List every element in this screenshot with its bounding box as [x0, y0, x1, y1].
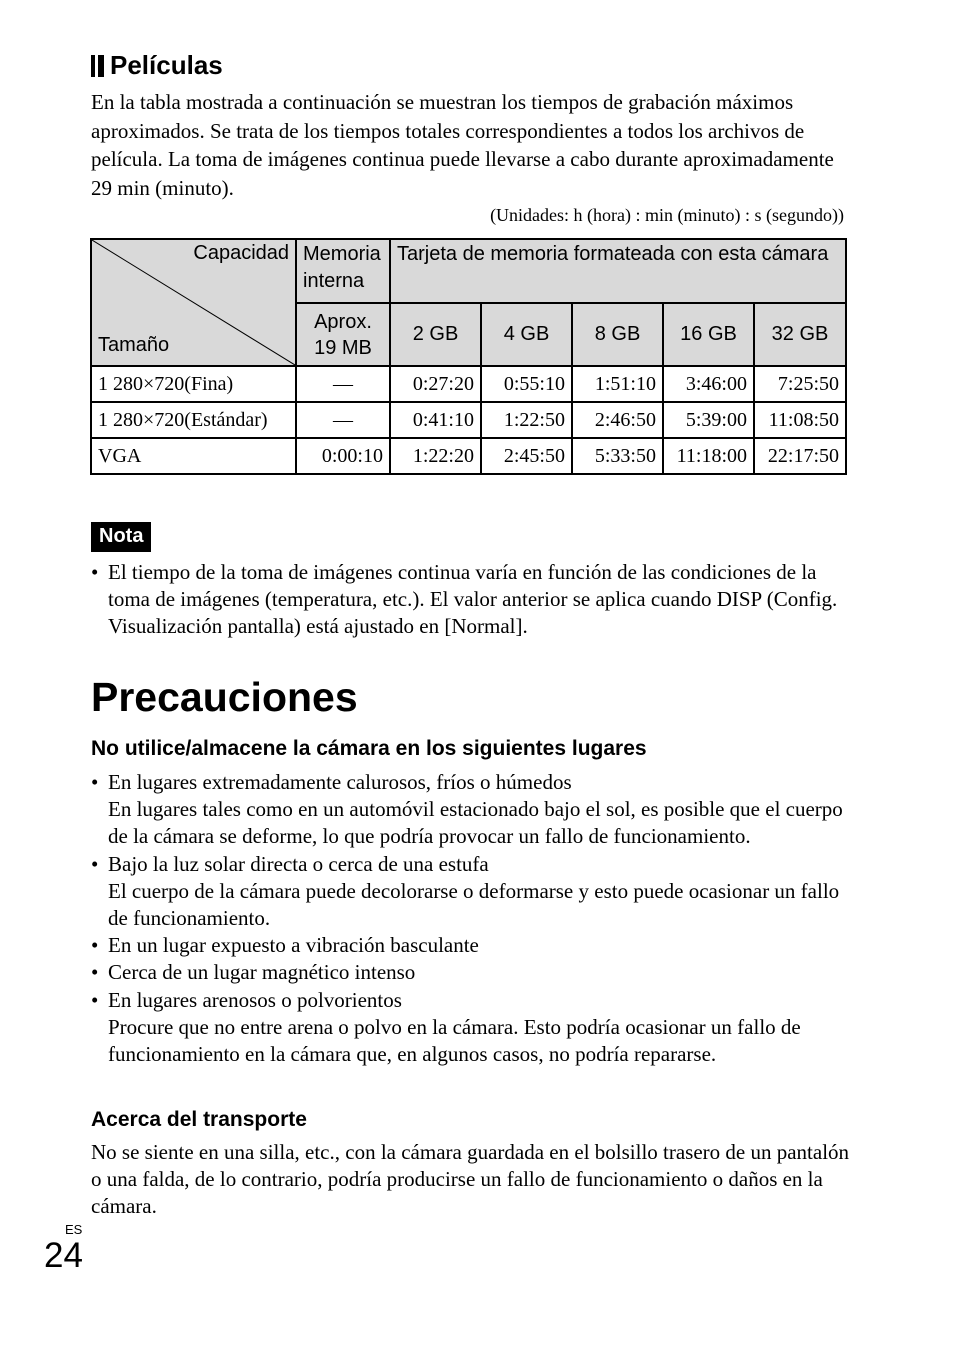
capacity-header: 4 GB — [481, 303, 572, 366]
size-label: Tamaño — [98, 334, 170, 356]
capacity-header: 32 GB — [754, 303, 846, 366]
list-item-detail: El cuerpo de la cámara puede decolorarse o deformarse y esto puede ocasionar un fallo de funcionamiento. — [108, 878, 840, 931]
table-cell: 1:51:10 — [572, 366, 663, 402]
capacity-header: 2 GB — [390, 303, 481, 366]
table-cell: 0:27:20 — [390, 366, 481, 402]
corner-header-cell — [91, 239, 296, 366]
table-cell: 0:00:10 — [296, 438, 390, 474]
row-size: VGA — [91, 438, 296, 474]
list-item — [91, 851, 851, 933]
list-item-detail: Procure que no entre arena o polvo en la cámara. Esto podría ocasionar un fallo de funcionamiento en la cámara que, en algunos casos, no podría repararse. — [108, 1014, 801, 1067]
table-cell: 7:25:50 — [754, 366, 846, 402]
internal-memory-header: Memoria interna — [296, 239, 390, 303]
list-item-title: • Cerca de un lugar magnético intenso — [108, 960, 416, 985]
list-item — [91, 959, 851, 986]
table-cell: 11:08:50 — [754, 402, 846, 438]
page-number: 24 — [44, 1236, 83, 1275]
table-cell: — — [296, 366, 390, 402]
places-list — [91, 769, 851, 1068]
list-item — [91, 769, 851, 851]
table-cell: 0:41:10 — [390, 402, 481, 438]
capacity-label: Capacidad — [193, 242, 289, 264]
note-list — [91, 559, 851, 641]
list-item — [91, 932, 851, 959]
table-cell: 5:33:50 — [572, 438, 663, 474]
list-item — [91, 987, 851, 1069]
table-cell: 1:22:50 — [481, 402, 572, 438]
table-row — [91, 438, 846, 474]
table-cell: 22:17:50 — [754, 438, 846, 474]
table-cell: 2:46:50 — [572, 402, 663, 438]
page-title: Precauciones — [91, 674, 358, 720]
list-item-detail: En lugares tales como en un automóvil estacionado bajo el sol, es posible que el cuerpo de la cámara se deforme, lo que podría provocar un fallo de funcionamiento. — [108, 797, 843, 849]
places-heading: No utilice/almacene la cámara en los siguientes lugares — [91, 737, 647, 760]
internal-memory-capacity: Aprox. 19 MB — [296, 303, 390, 366]
section-marker-icon — [91, 55, 104, 77]
table-cell: — — [296, 402, 390, 438]
table-cell: 2:45:50 — [481, 438, 572, 474]
list-item-title: • En lugares extremadamente calurosos, fríos o húmedos — [108, 770, 572, 794]
memory-card-header: Tarjeta de memoria formateada con esta cámara — [390, 239, 846, 303]
capacity-header: 8 GB — [572, 303, 663, 366]
list-item-title: • En un lugar expuesto a vibración basculante — [108, 933, 479, 958]
table-cell: 11:18:00 — [663, 438, 754, 474]
section-title: Películas — [110, 50, 223, 80]
list-item: • El tiempo de la toma de imágenes continua varía en función de las condiciones de la toma de imágenes (temperatura, etc.). El valor anterior se aplica cuando DISP (Config. Visualización pantalla) está ajustado en [Normal]. — [91, 559, 851, 641]
table-cell: 1:22:20 — [390, 438, 481, 474]
table-cell: 5:39:00 — [663, 402, 754, 438]
table-cell: 0:55:10 — [481, 366, 572, 402]
recording-time-table — [90, 238, 847, 475]
units-caption: (Unidades: h (hora) : min (minuto) : s (segundo)) — [490, 205, 844, 225]
list-item-title: • Bajo la luz solar directa o cerca de una estufa — [108, 851, 489, 876]
row-size: 1 280×720(Estándar) — [91, 402, 296, 438]
table-row — [91, 402, 846, 438]
list-item-title: • En lugares arenosos o polvorientos — [108, 987, 402, 1012]
intro-paragraph: En la tabla mostrada a continuación se muestran los tiempos de grabación máximos aproximados. Se trata de los tiempos totales correspondientes a todos los archivos de película. La toma de imágenes continua puede llevarse a cabo durante aproximadamente 29 min (minuto). — [91, 90, 834, 200]
transport-heading: Acerca del transporte — [91, 1108, 307, 1131]
section-heading-peliculas — [91, 50, 223, 81]
transport-paragraph: No se siente en una silla, etc., con la cámara guardada en el bolsillo trasero de un pantalón o una falda, de lo contrario, podría producirse un fallo de funcionamiento o daños en la cámara. — [91, 1140, 850, 1219]
row-size: 1 280×720(Fina) — [91, 366, 296, 402]
note-badge: Nota — [91, 522, 151, 552]
table-row — [91, 366, 846, 402]
capacity-header: 16 GB — [663, 303, 754, 366]
table-cell: 3:46:00 — [663, 366, 754, 402]
language-tag: ES — [65, 1222, 83, 1237]
